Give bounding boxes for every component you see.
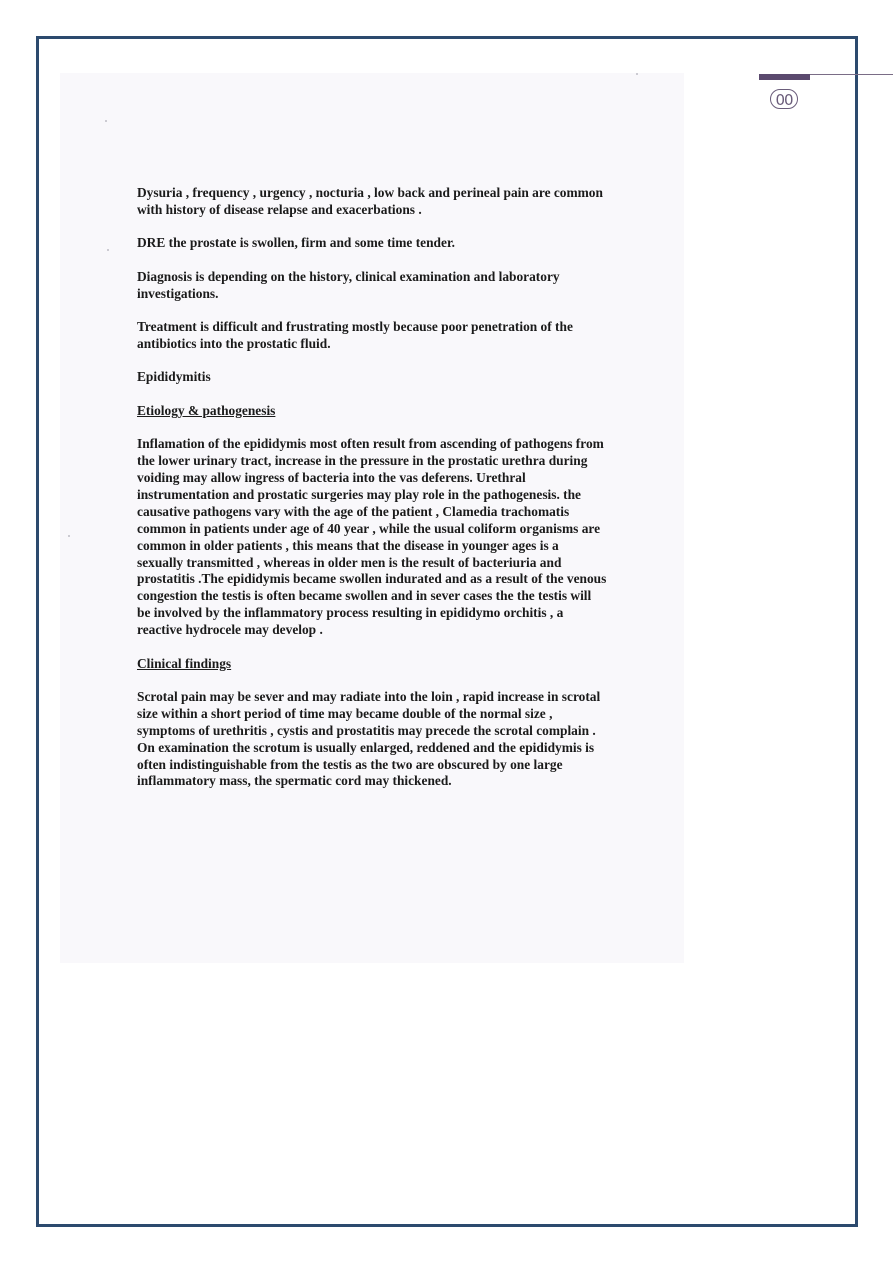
section-title-epididymitis: Epididymitis xyxy=(137,369,211,385)
scan-speck xyxy=(107,249,109,251)
heading-etiology: Etiology & pathogenesis xyxy=(137,402,276,418)
paragraph-symptoms: Dysuria , frequency , urgency , nocturia , low back and perineal pain are common with history of disease relapse and exacerbations . xyxy=(137,185,603,217)
document-body xyxy=(137,185,607,807)
page-number: 00 xyxy=(770,89,798,109)
scan-speck xyxy=(636,73,638,75)
header-rule xyxy=(810,74,893,75)
paragraph-diagnosis: Diagnosis is depending on the history, clinical examination and laboratory investigations. xyxy=(137,268,560,301)
paragraph-scrotal-pain: Scrotal pain may be sever and may radiate into the loin , rapid increase in scrotal size within a short period of time may became double of the normal size , symptoms of urethritis , cystis and prostatitis may precede the scrotal complain . xyxy=(137,688,601,738)
scan-speck xyxy=(68,535,70,537)
scan-speck xyxy=(105,120,107,122)
paragraph-examination: On examination the scrotum is usually enlarged, reddened and the epididymis is often indistinguishable from the testis as the two are obscured by one large inflammatory mass, the spermatic cord may thickened. xyxy=(137,739,595,789)
paragraph-treatment: Treatment is difficult and frustrating mostly because poor penetration of the antibiotics into the prostatic fluid. xyxy=(137,319,573,351)
heading-clinical-findings: Clinical findings xyxy=(137,655,232,671)
paragraph-etiology: Inflamation of the epididymis most often result from ascending of pathogens from the lower urinary tract, increase in the pressure in the prostatic urethra during voiding may allow ingress of bacteria into the vas deferens. Urethral instrumentation and prostatic surgeries may play role in the pathogenesis. the causative pathogens vary with the age of the patient , Clamedia trachomatis common in patients under age of 40 year , while the usual coliform organisms are common in older patients , this means that the disease in younger ages is a sexually transmitted , whereas in older men is the result of bacteriuria and prostatitis .The epididymis became swollen indurated and as a result of the venous congestion the testis is often became swollen and in sever cases the the testis will be involved by the inflammatory process resulting in epididymo orchitis , a reactive hydrocele may develop . xyxy=(137,436,607,638)
header-accent-bar xyxy=(759,74,810,80)
paragraph-dre: DRE the prostate is swollen, firm and some time tender. xyxy=(137,235,456,251)
